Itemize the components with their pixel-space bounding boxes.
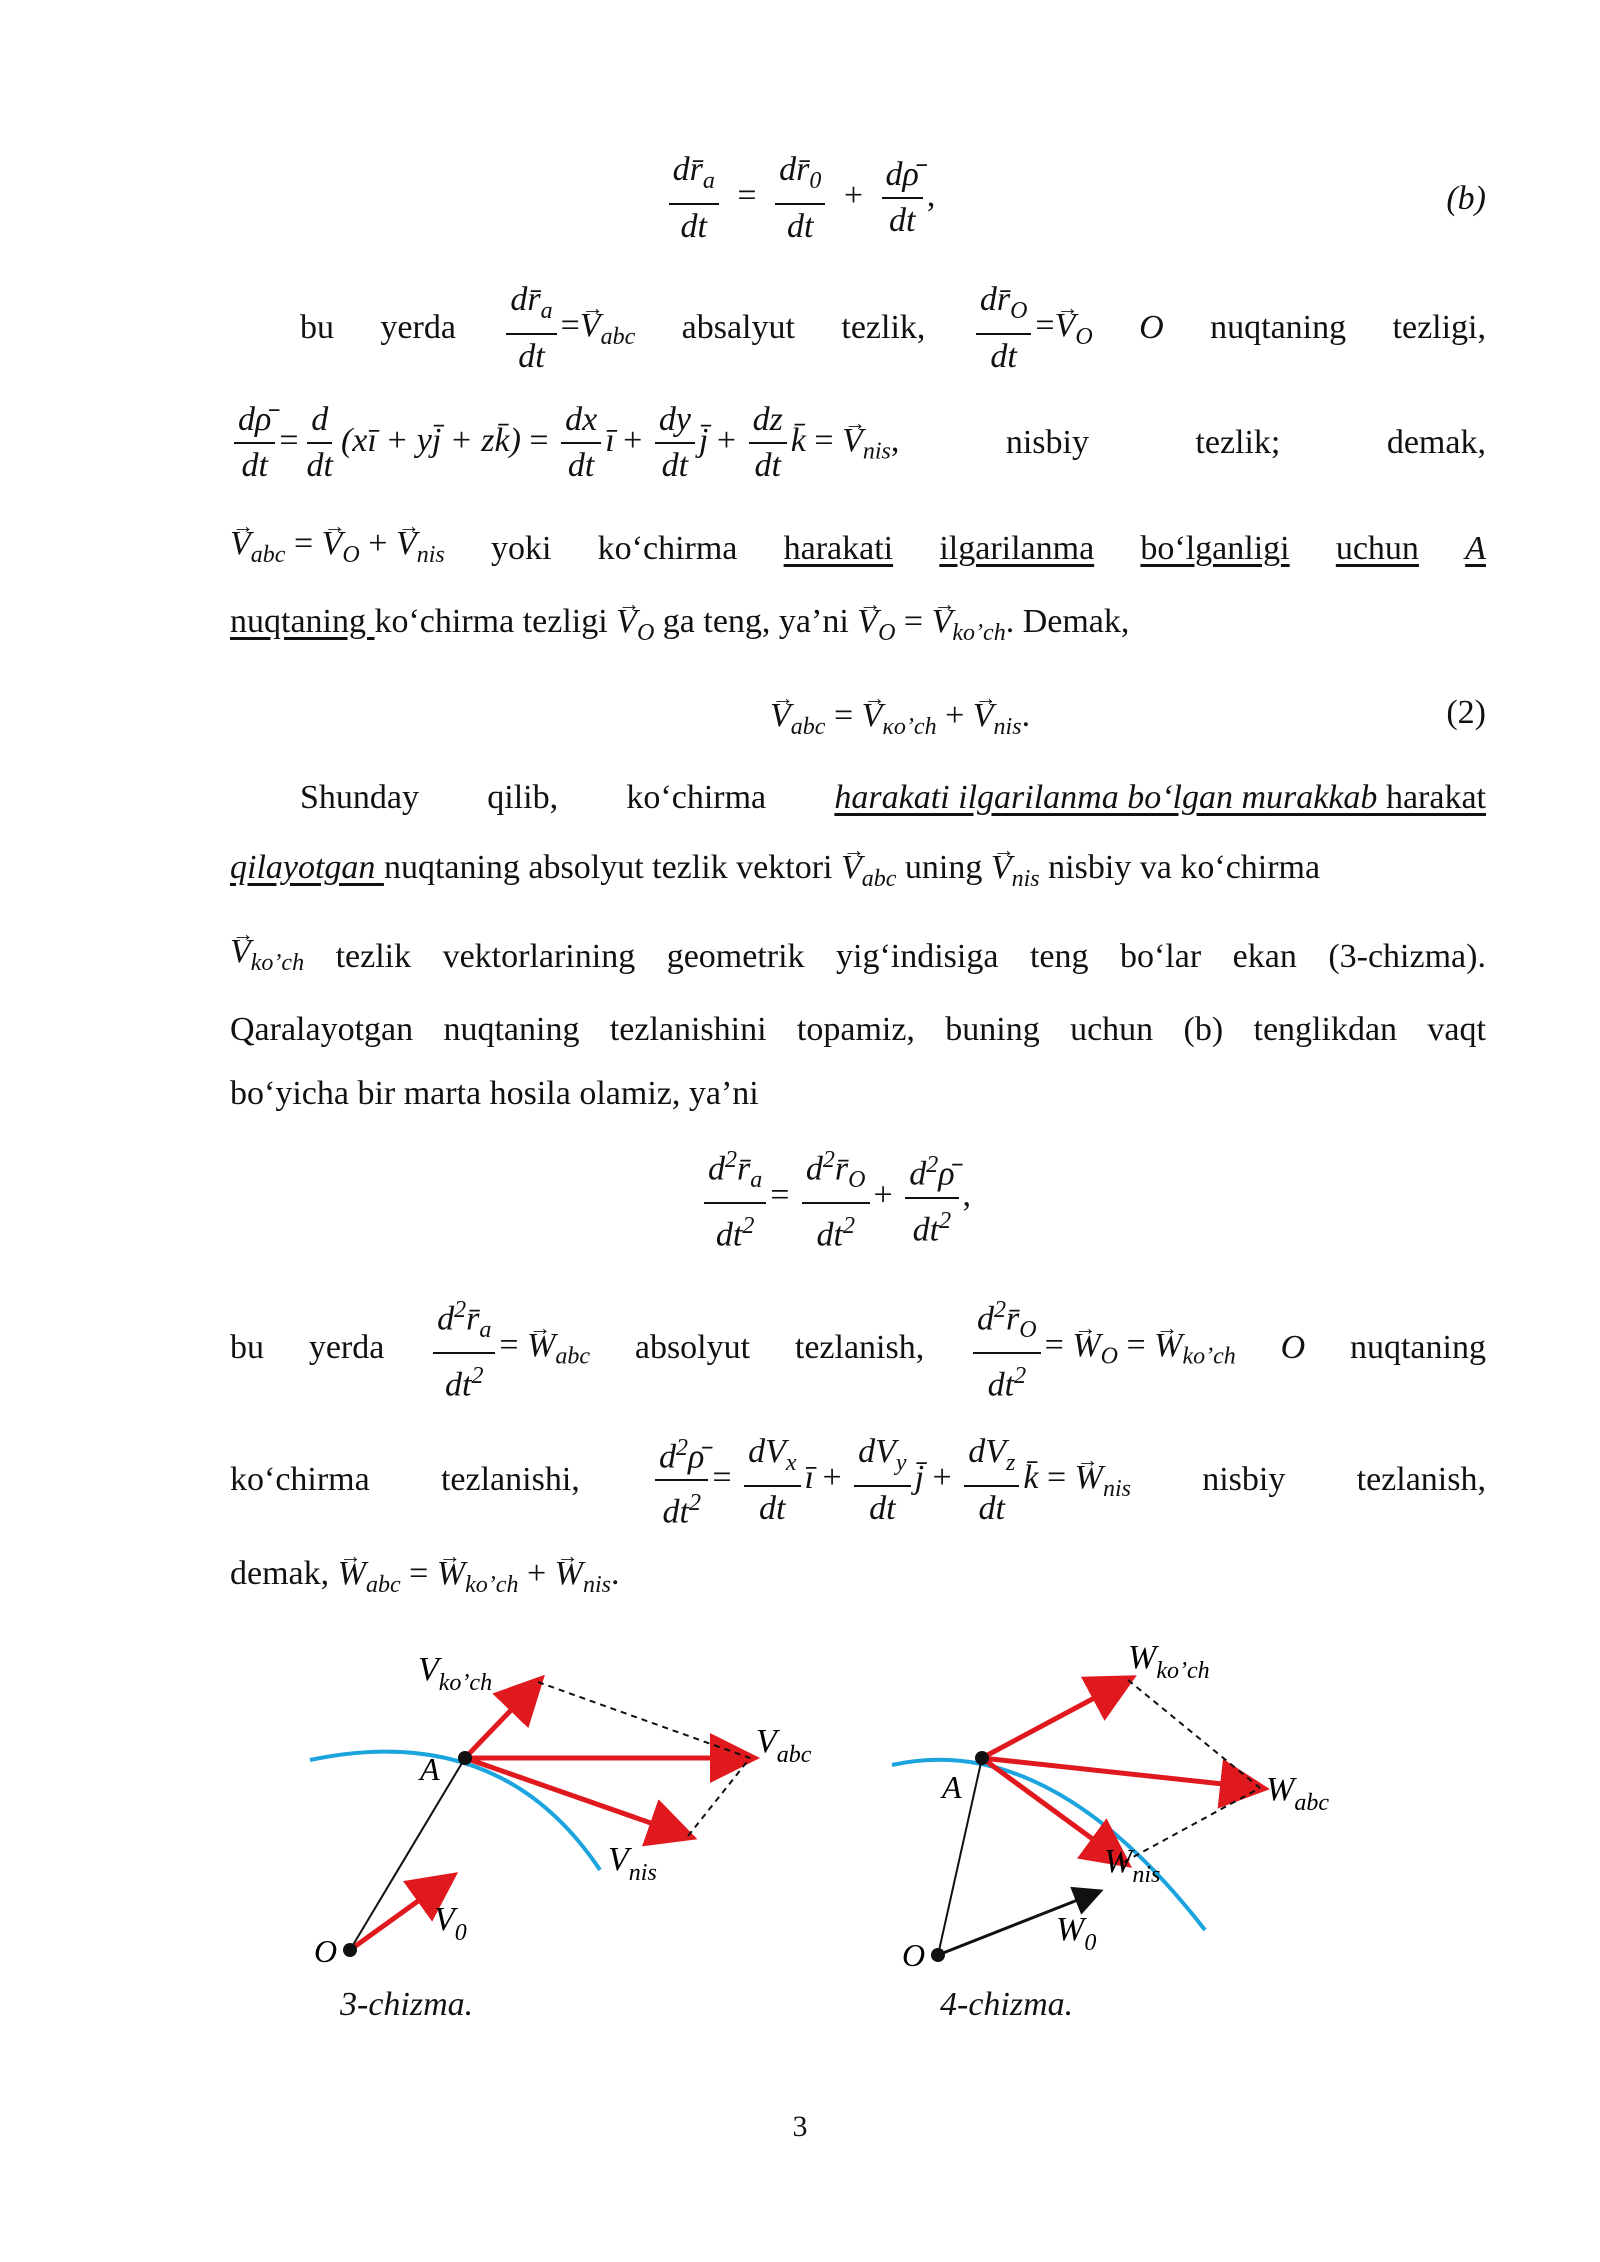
word: tezlanish,	[1356, 1461, 1486, 1499]
text-line-6: bu yerda $\frac{d^2r̄_a}{dt^2}$ = → $W_{abc}$ absolyut tezlanish, $\frac{d^2r̄_O}{dt^2}$ = → $W_O$ = → $W_{ko’ch}$ O nuqtaning	[230, 1290, 1486, 1405]
word: yoki	[490, 530, 552, 568]
word: absolyut	[634, 1328, 751, 1366]
text-line-1	[300, 280, 1486, 377]
dashed-line	[1124, 1788, 1260, 1862]
word-underlined: bo‘lganligi	[1140, 530, 1290, 568]
trajectory-arc	[310, 1752, 600, 1870]
formula-vo: $\frac{dr̄_O}{dt}$ =→ $V_O$	[972, 280, 1093, 377]
equation-b-label: (b)	[1446, 180, 1486, 217]
word: (b)	[1183, 1011, 1224, 1048]
word: tezlik;	[1195, 424, 1281, 461]
paragraph-line-5: bo‘yicha bir marta hosila olamiz, ya’ni	[230, 1075, 759, 1112]
label-a: A	[942, 1769, 962, 1805]
equation-b: $\frac{dr̄_a}{dt}$ = $\frac{dr̄_0}{dt}$ + $\frac{d\rhō}{dt}$ ,	[530, 150, 1070, 247]
figure-4-caption: 4-chizma.	[940, 1986, 1074, 2023]
dashed-line	[538, 1682, 750, 1758]
text-line-3	[230, 522, 1486, 577]
label-w-nis: $W_{nis}$	[1104, 1843, 1161, 1888]
word-underlined: uchun	[1335, 530, 1419, 568]
word: uchun	[1070, 1011, 1154, 1048]
text-span: nisbiy va ko‘chirma	[1048, 849, 1321, 886]
paragraph-line-3: → $V_{ko’ch}$ tezlik vektorlarining geometrik yig‘indisiga teng bo‘lar ekan (3-chizma).	[230, 930, 1486, 985]
word: yerda	[308, 1328, 385, 1366]
word: tezlanishini	[609, 1011, 767, 1048]
word: tezligi,	[1392, 309, 1486, 347]
word: nuqtaning	[1210, 309, 1347, 347]
point-label-a: A	[1465, 530, 1486, 568]
word-underlined: harakat	[1385, 779, 1486, 816]
figure-4-diagram	[880, 1640, 1400, 1970]
word: ekan	[1232, 938, 1297, 976]
label-w-abc: $W_{abc}$	[1266, 1771, 1329, 1816]
word: Shunday	[300, 779, 419, 816]
dashed-line	[1128, 1680, 1260, 1788]
point-o	[343, 1943, 357, 1957]
word: bu	[300, 309, 334, 347]
label-v0: $V_0$	[434, 1901, 467, 1946]
paragraph-line-4	[230, 1008, 1486, 1052]
equation-2: → $V_{abc}$ = → $V_{\kappa o’ch}$ + → $V_{nis}$.	[770, 694, 1190, 749]
text-span: uning	[904, 849, 983, 886]
word: (3-chizma).	[1328, 938, 1486, 976]
word: tenglikdan	[1253, 1011, 1398, 1048]
dashed-line	[688, 1758, 750, 1836]
formula-drho: $\frac{d\rhō}{dt}$ = $\frac{d}{dt}$ (xī + yj̄ + zk̄) = $\frac{dx}{dt}$ ī + $\frac{dy}{dt}$ j̄ + $\frac{dz}{dt}$ k̄ = → $V_{nis}$,	[230, 400, 899, 486]
label-v-abc: $V_{abc}$	[756, 1723, 812, 1768]
label-o: O	[902, 1937, 926, 1970]
word: geometrik	[666, 938, 805, 976]
word: qilib,	[487, 779, 559, 816]
point-a	[458, 1751, 472, 1765]
word: ko‘chirma	[230, 1461, 370, 1499]
word-underlined: qilayotgan	[230, 849, 384, 886]
text-span: ko‘chirma tezligi	[374, 603, 608, 640]
equation-2-label: (2)	[1446, 694, 1486, 731]
word-underlined: harakati	[783, 530, 894, 568]
label-v-nis: $V_{nis}$	[608, 1841, 657, 1886]
label-w0: $W_0$	[1056, 1911, 1097, 1956]
word-underlined: ilgarilanma	[939, 530, 1095, 568]
figure-3-diagram	[300, 1640, 840, 1970]
word: absalyut	[681, 309, 795, 347]
text-line-7: ko‘chirma tezlanishi, $\frac{d^2\rhō}{dt^2}$ = $\frac{dV_x}{dt}$ ī + $\frac{dV_y}{dt}$ j̄ + $\frac{dV_z}{dt}$ k̄ = → $W_{nis}$ nisbiy tezlanish,	[230, 1428, 1486, 1533]
word: teng	[1029, 938, 1089, 976]
equation-second-derivative: $\frac{d^2r̄_a}{dt^2}$ = $\frac{d^2r̄_O}{dt^2}$ + $\frac{d^2\rhō}{dt^2}$ ,	[700, 1140, 1100, 1255]
w-abc-arrow	[982, 1758, 1260, 1788]
word: tezlik	[335, 938, 412, 976]
formula-vabc: $\frac{dr̄_a}{dt}$ =→ $V_{abc}$	[502, 280, 635, 377]
word-underlined: nuqtaning	[230, 603, 375, 640]
word: nisbiy	[1005, 424, 1089, 461]
word: demak,	[1386, 424, 1486, 461]
text-line-2	[230, 400, 1486, 486]
point-label-o: O	[1280, 1328, 1306, 1366]
figure-3-caption: 3-chizma.	[340, 1986, 474, 2023]
word: yerda	[380, 309, 456, 347]
word: nisbiy	[1202, 1461, 1286, 1499]
label-w-koch: $W_{ko’ch}$	[1128, 1640, 1210, 1684]
word: topamiz,	[796, 1011, 915, 1048]
paragraph-line-1	[300, 776, 1486, 820]
word: bo‘lar	[1119, 938, 1202, 976]
page-number: 3	[792, 2110, 808, 2143]
word: ko‘chirma	[597, 530, 738, 568]
text-span: nuqtaning absolyut tezlik vektori	[383, 849, 833, 886]
text-span: ga teng, ya’ni	[662, 603, 849, 640]
v-nis-arrow	[465, 1758, 688, 1836]
formula-vabc-sum: → $V_{abc}$ = → $V_O$ + → $V_{nis}$	[230, 522, 445, 577]
label-a: A	[420, 1751, 440, 1787]
word: tezlanishi,	[440, 1461, 580, 1499]
word: tezlik,	[841, 309, 926, 347]
word: ko‘chirma	[626, 779, 767, 816]
trajectory-arc	[892, 1760, 1205, 1930]
word: vektorlarining	[442, 938, 636, 976]
paragraph-line-2: qilayotgan nuqtaning absolyut tezlik vektori → $V_{abc}$ uning → $V_{nis}$ nisbiy va ko‘chirma	[230, 846, 1486, 901]
word: bu	[230, 1328, 264, 1366]
word: Qaralayotgan	[230, 1011, 414, 1048]
label-o: O	[314, 1933, 338, 1969]
text-line-8: demak, → $W_{abc}$ = → $W_{ko’ch}$ + → $W_{nis}$.	[230, 1552, 1486, 1607]
phrase-underlined: harakati ilgarilanma bo‘lgan murakkab	[834, 779, 1386, 816]
w-koch-arrow	[982, 1680, 1128, 1758]
point-a	[975, 1751, 989, 1765]
word: buning	[945, 1011, 1040, 1048]
text-line-4: nuqtaning ko‘chirma tezligi → $V_O$ ga teng, ya’ni → $V_O$ = → $V_{ko’ch}$. Demak,	[230, 600, 1486, 655]
label-v-koch: $V_{ko’ch}$	[418, 1651, 493, 1696]
word: vaqt	[1427, 1011, 1486, 1048]
text-span: . Demak,	[1005, 603, 1130, 640]
word: demak,	[230, 1555, 330, 1592]
word: yig‘indisiga	[836, 938, 999, 976]
point-o	[931, 1948, 945, 1962]
word: nuqtaning	[443, 1011, 580, 1048]
point-label-o: O	[1139, 309, 1164, 347]
word: tezlanish,	[794, 1328, 925, 1366]
word: nuqtaning	[1349, 1328, 1486, 1366]
w-nis-arrow	[982, 1758, 1124, 1862]
